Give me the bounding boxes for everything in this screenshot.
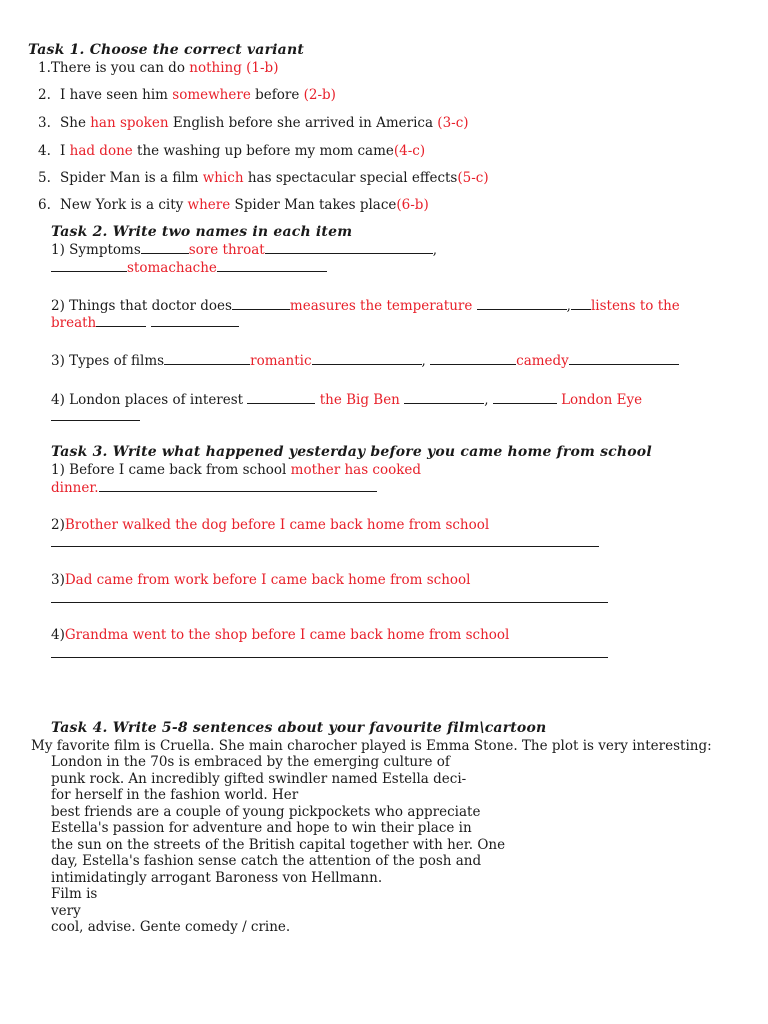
item-number: 4. bbox=[38, 143, 51, 159]
item-answer: which bbox=[202, 170, 244, 186]
essay-line: intimidatingly arrogant Baroness von Hellmann. bbox=[51, 870, 383, 886]
essay-line: Film is bbox=[51, 886, 98, 902]
item-text: English before she arrived in America bbox=[168, 115, 438, 131]
item-number: 2) bbox=[51, 517, 65, 533]
answer-2: London Eye bbox=[561, 392, 643, 408]
item-number: 3) bbox=[51, 572, 65, 588]
task2-item-2-line-2 bbox=[51, 314, 239, 331]
item-text: Spider Man takes place bbox=[230, 197, 397, 213]
essay-line: London in the 70s is embraced by the emerging culture of bbox=[51, 754, 450, 770]
answer-1: the Big Ben bbox=[319, 392, 400, 408]
blank-line bbox=[141, 241, 189, 254]
task2-item-1-line-2 bbox=[51, 259, 327, 276]
item-answer: Grandma went to the shop before I came back home from school bbox=[64, 627, 510, 643]
blank-line bbox=[571, 297, 591, 310]
blank-line bbox=[51, 259, 127, 272]
essay-line: Estella's passion for adventure and hope to win their place in bbox=[51, 820, 472, 836]
item-answer: han spoken bbox=[90, 115, 169, 131]
blank-line bbox=[164, 352, 250, 365]
item-answer-code: (2-b) bbox=[303, 87, 336, 103]
task3-item-1-line-2 bbox=[51, 479, 377, 496]
separator: , bbox=[484, 392, 489, 408]
essay-line: My favorite film is Cruella. She main charocher played is Emma Stone. The plot is very interesting: bbox=[31, 738, 712, 754]
item-number: 1. bbox=[38, 60, 51, 76]
blank-line bbox=[265, 241, 433, 254]
answer-2: camedy bbox=[516, 353, 569, 369]
item-answer: Brother walked the dog before I came back home from school bbox=[64, 517, 490, 533]
item-label: 1) Symptoms bbox=[51, 242, 141, 258]
separator: , bbox=[432, 242, 438, 258]
task4-title: Task 4. Write 5-8 sentences about your favourite film\cartoon bbox=[51, 720, 547, 736]
item-answer-code: (3-c) bbox=[437, 115, 469, 131]
blank-line bbox=[430, 352, 516, 365]
item-answer: Dad came from work before I came back home from school bbox=[64, 572, 471, 588]
blank-line bbox=[477, 297, 567, 310]
answer-1: romantic bbox=[250, 353, 312, 369]
blank-line bbox=[96, 314, 146, 327]
essay-line: punk rock. An incredibly gifted swindler named Estella deci- bbox=[51, 771, 467, 787]
essay-line: for herself in the fashion world. Her bbox=[51, 787, 299, 803]
blank-line bbox=[51, 657, 608, 658]
answer-2: listens to the bbox=[590, 298, 680, 314]
item-answer: mother has cooked bbox=[290, 462, 422, 478]
item-text: Spider Man is a film bbox=[60, 170, 203, 186]
task1-title: Task 1. Choose the correct variant bbox=[28, 42, 304, 58]
item-label: 3) Types of films bbox=[51, 353, 165, 369]
item-text: I bbox=[60, 143, 70, 159]
item-number: 2. bbox=[38, 87, 51, 103]
task1-item-5 bbox=[38, 170, 489, 186]
answer-2: stomachache bbox=[127, 260, 217, 276]
task1-item-1 bbox=[38, 60, 278, 76]
task3-item-2 bbox=[51, 517, 489, 533]
essay-line: day, Estella's fashion sense catch the attention of the posh and bbox=[51, 853, 482, 869]
blank-line bbox=[51, 420, 140, 421]
blank-line bbox=[247, 391, 315, 404]
task3-title: Task 3. Write what happened yesterday before you came home from school bbox=[51, 444, 652, 460]
item-text: 1) Before I came back from school bbox=[51, 462, 291, 478]
item-text: New York is a city bbox=[60, 197, 188, 213]
blank-line bbox=[312, 352, 422, 365]
item-number: 5. bbox=[38, 170, 51, 186]
item-label: 4) London places of interest bbox=[51, 392, 244, 408]
task1-item-2 bbox=[38, 87, 336, 103]
separator: , bbox=[421, 353, 426, 369]
item-answer-continued: dinner. bbox=[51, 480, 99, 496]
item-answer-code: (5-c) bbox=[457, 170, 489, 186]
essay-line: best friends are a couple of young pickpockets who appreciate bbox=[51, 804, 481, 820]
blank-line bbox=[51, 546, 599, 547]
task2-item-4-line-1 bbox=[51, 391, 642, 408]
item-answer-code: (6-b) bbox=[396, 197, 429, 213]
blank-line bbox=[493, 391, 557, 404]
task2-item-2-line-1 bbox=[51, 297, 680, 314]
item-text: There is you can do bbox=[50, 60, 190, 76]
blank-line bbox=[404, 391, 484, 404]
item-text: has spectacular special effects bbox=[243, 170, 458, 186]
item-text: before bbox=[250, 87, 304, 103]
blank-line bbox=[217, 259, 327, 272]
item-text: She bbox=[60, 115, 91, 131]
item-text: I have seen him bbox=[60, 87, 173, 103]
item-answer: nothing (1-b) bbox=[189, 60, 279, 76]
essay-line: very bbox=[51, 903, 81, 919]
task1-item-3 bbox=[38, 115, 469, 131]
blank-line bbox=[51, 602, 608, 603]
item-label: 2) Things that doctor does bbox=[51, 298, 232, 314]
task1-item-4 bbox=[38, 143, 425, 159]
task2-title: Task 2. Write two names in each item bbox=[51, 224, 353, 240]
blank-line bbox=[569, 352, 679, 365]
task2-item-3 bbox=[51, 352, 679, 369]
item-number: 3. bbox=[38, 115, 51, 131]
item-number: 6. bbox=[38, 197, 51, 213]
task3-item-4 bbox=[51, 627, 509, 643]
item-text: the washing up before my mom came bbox=[132, 143, 394, 159]
task1-item-6 bbox=[38, 197, 429, 213]
separator: , bbox=[566, 298, 571, 314]
item-answer: had done bbox=[69, 143, 133, 159]
answer-1: measures the temperature bbox=[289, 298, 473, 314]
item-answer: somewhere bbox=[172, 87, 251, 103]
essay-line: cool, advise. Gente comedy / crine. bbox=[51, 919, 291, 935]
item-number: 4) bbox=[51, 627, 65, 643]
item-answer-code: (4-c) bbox=[393, 143, 426, 159]
task3-item-1-line-1 bbox=[51, 462, 421, 478]
task3-item-3 bbox=[51, 572, 471, 588]
blank-line bbox=[99, 479, 377, 492]
essay-line: the sun on the streets of the British capital together with her. One bbox=[51, 837, 506, 853]
blank-line bbox=[232, 297, 290, 310]
answer-2-continued: breath bbox=[51, 315, 97, 331]
blank-line bbox=[151, 314, 239, 327]
task2-item-1-line-1 bbox=[51, 241, 437, 258]
item-answer: where bbox=[187, 197, 231, 213]
answer-1: sore throat bbox=[188, 242, 265, 258]
